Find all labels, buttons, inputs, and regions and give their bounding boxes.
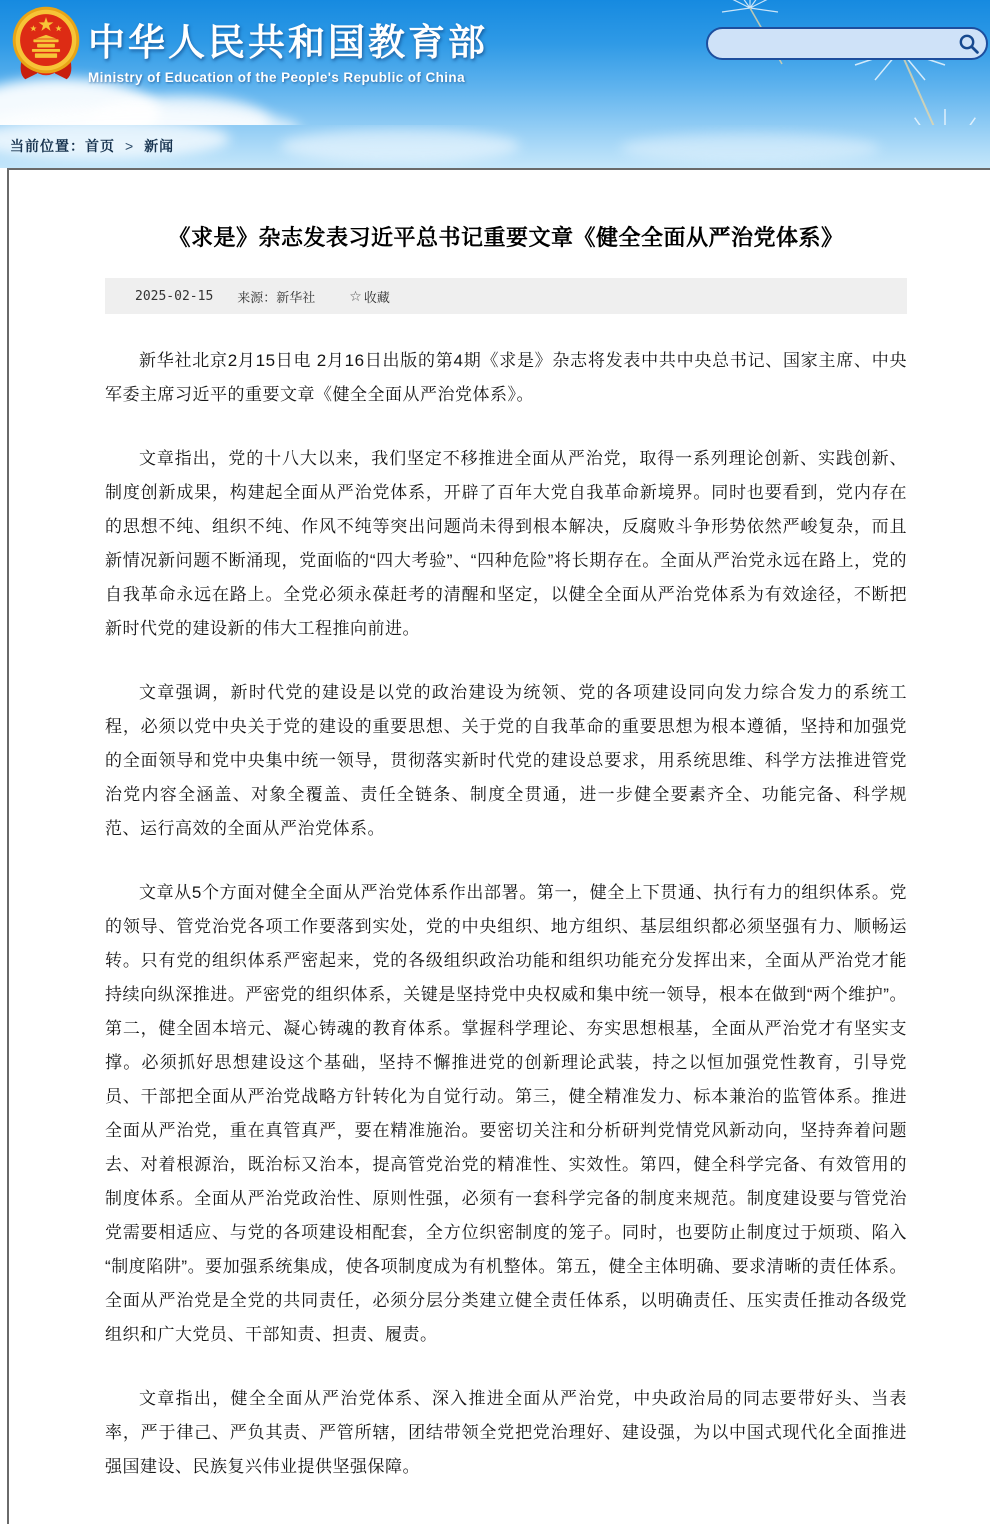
site-title: 中华人民共和国教育部	[88, 22, 488, 63]
dandelion-decoration	[880, 95, 990, 125]
article-paragraph: 文章指出，党的十八大以来，我们坚定不移推进全面从严治党，取得一系列理论创新、实践创新、制度创新成果，构建起全面从严治党体系，开辟了百年大党自我革命新境界。同时也要看到，党内存在的思想不纯、组织不纯、作风不纯等突出问题尚未得到根本解决，反腐败斗争形势依然严峻复杂，而且新情况新问题不断涌现，党面临的“四大考验”、“四种危险”将长期存在。全面从严治党永远在路上，党的自我革命永远在路上。全党必须永葆赶考的清醒和坚定，以健全全面从严治党体系为有效途径，不断把新时代党的建设新的伟大工程推向前进。	[105, 449, 907, 638]
article-body	[105, 344, 907, 1484]
favorite-label: 收藏	[363, 289, 390, 305]
breadcrumb-label: 当前位置：	[10, 138, 85, 154]
site-header	[0, 0, 990, 125]
search-input[interactable]	[708, 29, 952, 58]
article-meta-bar	[105, 278, 907, 314]
breadcrumb-link-news[interactable]: 新闻	[144, 138, 175, 154]
article-date: 2025-02-15	[135, 288, 214, 304]
search-box	[706, 27, 988, 60]
national-emblem-logo[interactable]	[9, 5, 83, 87]
breadcrumb-bar	[0, 125, 990, 168]
article-paragraph: 文章强调，新时代党的建设是以党的政治建设为统领、党的各项建设同向发力综合发力的系统工程，必须以党中央关于党的建设的重要思想、关于党的自我革命的重要思想为根本遵循，坚持和加强党的全面领导和党中央集中统一领导，贯彻落实新时代党的建设总要求，用系统思维、科学方法推进管党治党内容全涵盖、对象全覆盖、责任全链条、制度全贯通，进一步健全要素齐全、功能完备、科学规范、运行高效的全面从严治党体系。	[105, 683, 907, 838]
article-source: 来源：新华社	[237, 289, 316, 305]
search-icon	[958, 33, 980, 55]
site-subtitle: Ministry of Education of the People's Republic of China	[88, 70, 465, 85]
article-paragraph: 文章指出，健全全面从严治党体系、深入推进全面从严治党，中央政治局的同志要带好头、当表率，严于律己、严负其责、严管所辖，团结带领全党把党治理好、建设强，为以中国式现代化全面推进强国建设、民族复兴伟业提供坚强保障。	[105, 1389, 907, 1476]
article-paragraph: 文章从5个方面对健全全面从严治党体系作出部署。第一，健全上下贯通、执行有力的组织体系。党的领导、管党治党各项工作要落到实处，党的中央组织、地方组织、基层组织都必须坚强有力、顺畅运转。只有党的组织体系严密起来，党的各级组织政治功能和组织功能充分发挥出来，全面从严治党才能持续向纵深推进。严密党的组织体系，关键是坚持党中央权威和集中统一领导，根本在做到“两个维护”。第二，健全固本培元、凝心铸魂的教育体系。掌握科学理论、夯实思想根基，全面从严治党才有坚实支撑。必须抓好思想建设这个基础，坚持不懈推进党的创新理论武装，持之以恒加强党性教育，引导党员、干部把全面从严治党战略方针转化为自觉行动。第三，健全精准发力、标本兼治的监管体系。推进全面从严治党，重在真管真严，要在精准施治。要密切关注和分析研判党情党风新动向，坚持奔着问题去、对着根源治，既治标又治本，提高管党治党的精准性、实效性。第四，健全科学完备、有效管用的制度体系。全面从严治党政治性、原则性强，必须有一套科学完备的制度来规范。制度建设要与管党治党需要相适应、与党的各项建设相配套，全方位织密制度的笼子。同时，也要防止制度过于烦琐、陷入“制度陷阱”。要加强系统集成，使各项制度成为有机整体。第五，健全主体明确、要求清晰的责任体系。全面从严治党是全党的共同责任，必须分层分类建立健全责任体系，以明确责任、压实责任推动各级党组织和广大党员、干部知责、担责、履责。	[105, 883, 907, 1344]
breadcrumb-link-home[interactable]: 首页	[85, 138, 115, 154]
star-icon: ☆	[349, 287, 362, 304]
breadcrumb	[0, 125, 990, 168]
breadcrumb-separator: >	[125, 138, 135, 154]
search-button[interactable]	[952, 29, 986, 58]
favorite-button[interactable]	[349, 287, 390, 306]
brand-block	[88, 12, 488, 85]
content-box	[7, 168, 990, 1524]
article-title: 《求是》杂志发表习近平总书记重要文章《健全全面从严治党体系》	[168, 225, 844, 250]
article-paragraph: 新华社北京2月15日电 2月16日出版的第4期《求是》杂志将发表中共中央总书记、国家主席、中央军委主席习近平的重要文章《健全全面从严治党体系》。	[105, 351, 907, 404]
